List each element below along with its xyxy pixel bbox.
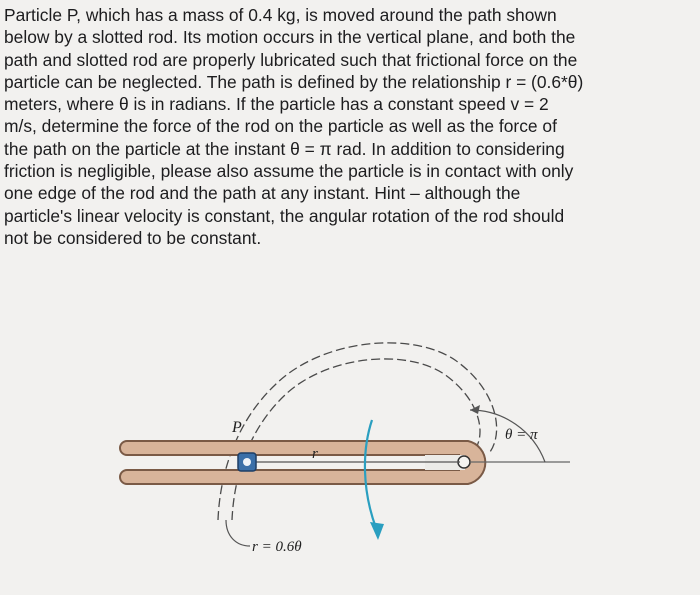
problem-line-1: Particle P, which has a mass of 0.4 kg, is moved around the path shown xyxy=(4,5,557,25)
rotation-arrowhead xyxy=(370,522,384,540)
label-path-equation: r = 0.6θ xyxy=(252,539,302,555)
problem-line-11: not be considered to be constant. xyxy=(4,227,262,248)
problem-line-3: path and slotted rod are properly lubricated such that frictional force on the xyxy=(4,49,578,70)
label-r: r xyxy=(312,446,318,462)
theta-arrowhead xyxy=(470,405,480,414)
label-p: P xyxy=(232,419,242,436)
problem-line-8: friction is negligible, please also assume the particle is in contact with only xyxy=(4,161,574,182)
path-label-leader xyxy=(226,520,250,546)
slotted-rod-figure xyxy=(0,300,700,595)
rod-upper-bar xyxy=(120,441,470,455)
spiral-path xyxy=(218,343,497,520)
problem-line-7: the path on the particle at the instant θ = π rad. In addition to considering xyxy=(4,138,565,159)
problem-statement xyxy=(4,4,696,249)
problem-line-4: particle can be neglected. The path is defined by the relationship r = (0.6*θ) xyxy=(4,71,584,92)
rod-lower-bar xyxy=(120,470,470,484)
problem-line-10: particle's linear velocity is constant, the angular rotation of the rod should xyxy=(4,205,565,226)
problem-line-6: m/s, determine the force of the rod on the particle as well as the force of xyxy=(4,116,557,137)
problem-line-2: below by a slotted rod. Its motion occurs in the vertical plane, and both the xyxy=(4,27,576,48)
problem-line-9: one edge of the rod and the path at any instant. Hint – although the xyxy=(4,183,521,204)
label-theta: θ = π xyxy=(505,427,538,443)
problem-line-5: meters, where θ is in radians. If the particle has a constant speed v = 2 xyxy=(4,94,549,115)
